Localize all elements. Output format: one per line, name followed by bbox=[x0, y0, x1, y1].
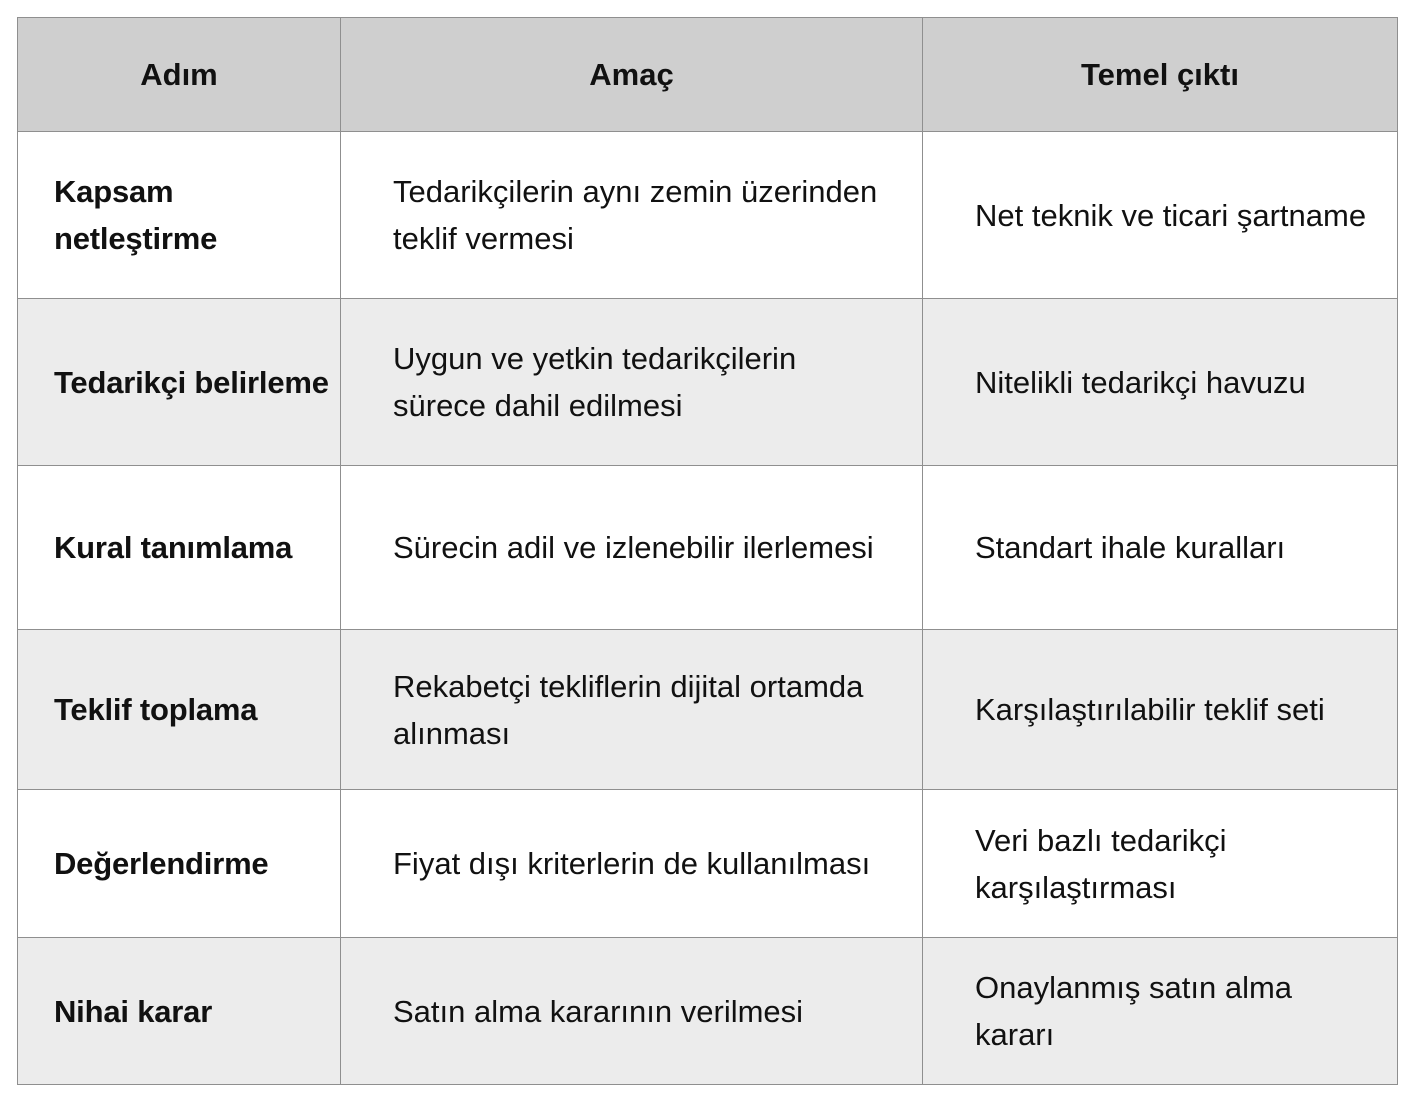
header-row bbox=[18, 18, 1398, 132]
step-cell: Nihai karar bbox=[18, 938, 341, 1085]
goal-cell: Sürecin adil ve izlenebilir ilerlemesi bbox=[341, 466, 923, 630]
output-cell: Net teknik ve ticari şartname bbox=[923, 132, 1398, 299]
output-cell: Standart ihale kuralları bbox=[923, 466, 1398, 630]
table-row bbox=[18, 299, 1398, 466]
goal-cell: Uygun ve yetkin tedarikçilerin sürece dahil edilmesi bbox=[341, 299, 923, 466]
step-cell: Değerlendirme bbox=[18, 790, 341, 938]
process-table bbox=[17, 17, 1398, 1085]
step-cell: Teklif toplama bbox=[18, 630, 341, 790]
table-row bbox=[18, 466, 1398, 630]
table-row bbox=[18, 938, 1398, 1085]
step-cell: Kural tanımlama bbox=[18, 466, 341, 630]
header-output: Temel çıktı bbox=[923, 18, 1398, 132]
header-step: Adım bbox=[18, 18, 341, 132]
header-goal: Amaç bbox=[341, 18, 923, 132]
table-row bbox=[18, 790, 1398, 938]
output-cell: Veri bazlı tedarikçi karşılaştırması bbox=[923, 790, 1398, 938]
step-cell: Kapsam netleştirme bbox=[18, 132, 341, 299]
goal-cell: Tedarikçilerin aynı zemin üzerinden teklif vermesi bbox=[341, 132, 923, 299]
goal-cell: Satın alma kararının verilmesi bbox=[341, 938, 923, 1085]
table-row bbox=[18, 132, 1398, 299]
goal-cell: Fiyat dışı kriterlerin de kullanılması bbox=[341, 790, 923, 938]
step-cell: Tedarikçi belirleme bbox=[18, 299, 341, 466]
output-cell: Onaylanmış satın alma kararı bbox=[923, 938, 1398, 1085]
goal-cell: Rekabetçi tekliflerin dijital ortamda alınması bbox=[341, 630, 923, 790]
output-cell: Karşılaştırılabilir teklif seti bbox=[923, 630, 1398, 790]
output-cell: Nitelikli tedarikçi havuzu bbox=[923, 299, 1398, 466]
table-row bbox=[18, 630, 1398, 790]
